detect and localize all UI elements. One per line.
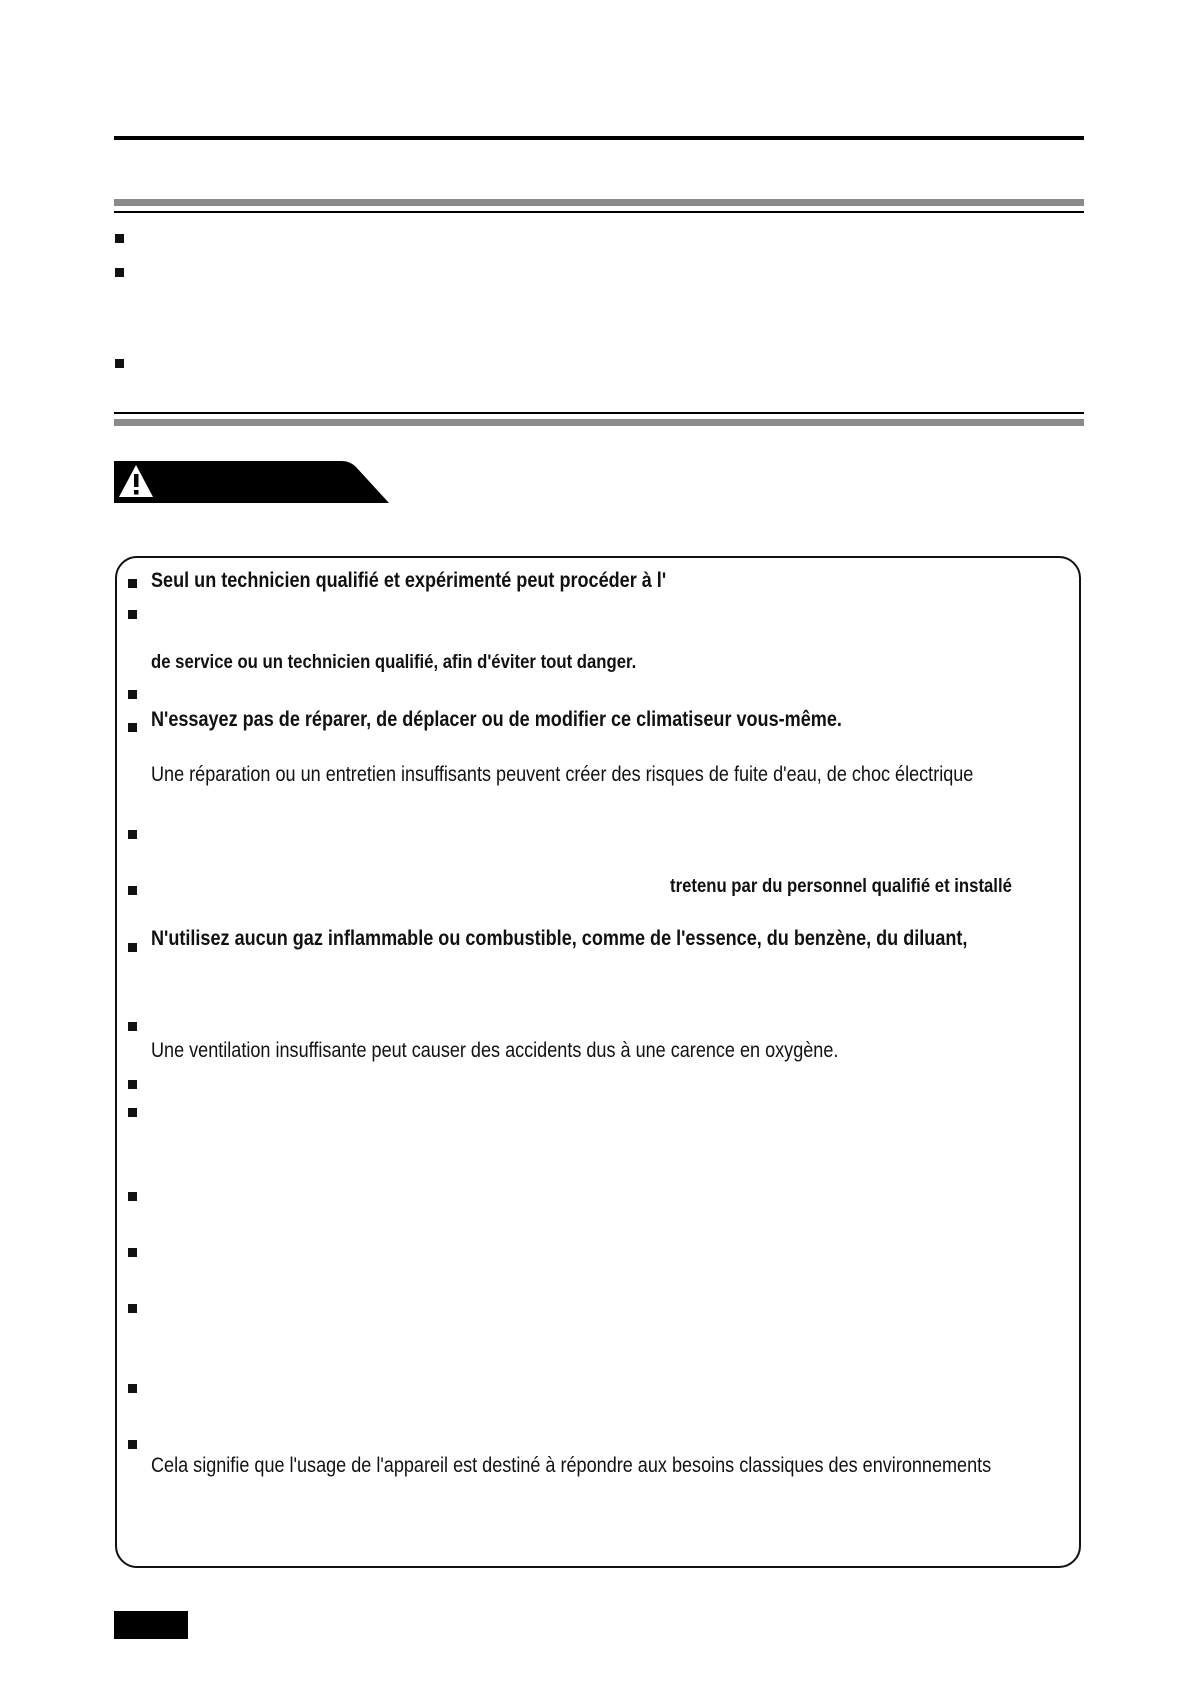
safety-line-maintenance: tretenu par du personnel qualifié et installé	[670, 876, 1012, 897]
safety-line-technician: Seul un technicien qualifié et expérimenté peut procéder à l'	[151, 569, 667, 592]
bullet	[115, 359, 124, 368]
bullet	[128, 1192, 137, 1201]
section-rule-gray-top	[114, 199, 1084, 206]
bullet	[128, 610, 137, 619]
section-rule-thin-bottom	[114, 412, 1084, 414]
bullet	[128, 830, 137, 839]
bullet	[128, 1080, 137, 1089]
safety-line-service: de service ou un technicien qualifié, afin d'éviter tout danger.	[151, 652, 637, 673]
bullet	[128, 1384, 137, 1393]
safety-line-repair-risk: Une réparation ou un entretien insuffisants peuvent créer des risques de fuite d'eau, de choc électrique	[151, 763, 974, 786]
bullet	[115, 234, 124, 243]
bullet	[128, 943, 137, 952]
bullet	[128, 1108, 137, 1117]
bullet	[128, 690, 137, 699]
bullet	[128, 1248, 137, 1257]
bullet	[128, 1304, 137, 1313]
bullet	[128, 1022, 137, 1031]
safety-line-no-repair: N'essayez pas de réparer, de déplacer ou de modifier ce climatiseur vous-même.	[151, 708, 842, 731]
section-rule-thin-top	[114, 211, 1084, 213]
safety-line-usage: Cela signifie que l'usage de l'appareil est destiné à répondre aux besoins classiques des environnements	[151, 1454, 992, 1477]
section-rule-gray-bottom	[114, 419, 1084, 426]
bullet	[128, 1440, 137, 1449]
bullet	[128, 723, 137, 732]
bullet	[128, 579, 137, 588]
safety-line-ventilation: Une ventilation insuffisante peut causer des accidents dus à une carence en oxygène.	[151, 1039, 839, 1062]
page-number-tab	[114, 1611, 188, 1639]
warning-banner	[114, 461, 389, 503]
top-rule	[114, 136, 1084, 140]
bullet	[128, 886, 137, 895]
safety-line-flammable-gas: N'utilisez aucun gaz inflammable ou combustible, comme de l'essence, du benzène, du diluant,	[151, 927, 968, 950]
bullet	[115, 268, 124, 277]
